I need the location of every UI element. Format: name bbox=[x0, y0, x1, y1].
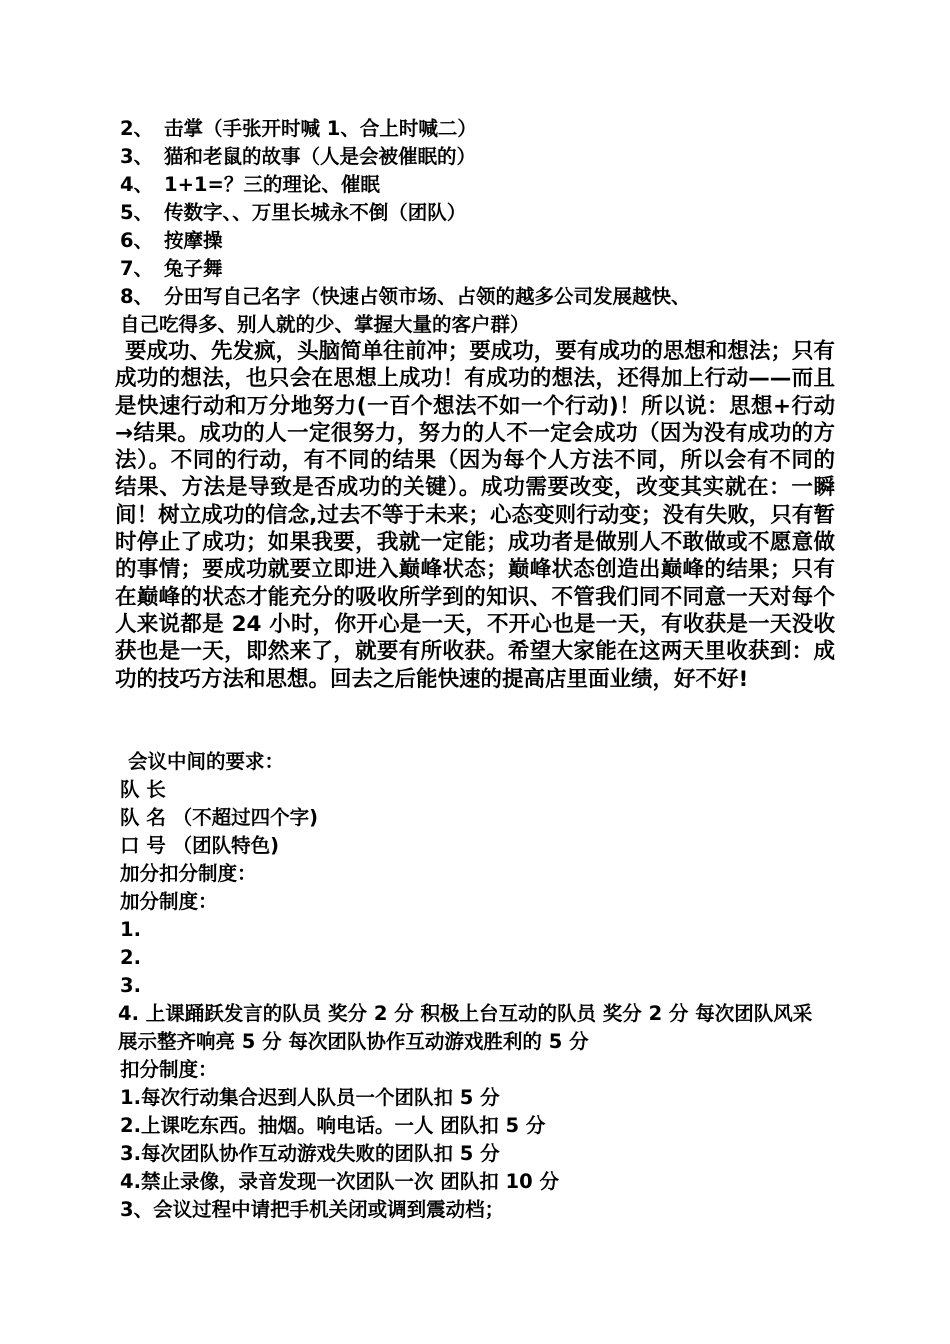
phone-rule: 3、会议过程中请把手机关闭或调到震动档； bbox=[120, 1198, 505, 1221]
bonus-item-4: 4. 上课踊跃发言的队员 奖分 2 分 积极上台互动的队员 奖分 2 分 每次团队风采展示整齐响亮 5 分 每次团队协作互动游戏胜利的 5 分 bbox=[118, 1002, 813, 1053]
list-text: 击掌（手张开时喊 1、合上时喊二） bbox=[164, 117, 477, 140]
list-item bbox=[120, 171, 380, 199]
list-number: 5、 bbox=[120, 201, 154, 224]
bonus-item: 2. bbox=[120, 946, 141, 969]
list-item bbox=[120, 143, 476, 171]
list-text: 按摩操 bbox=[164, 229, 223, 252]
bonus-item: 3. bbox=[120, 974, 141, 997]
penalty-item: 2.上课吃东西。抽烟。响电话。一人 团队扣 5 分 bbox=[120, 1114, 546, 1137]
list-number: 8、 bbox=[120, 285, 154, 308]
list-number: 2、 bbox=[120, 117, 154, 140]
list-text: 分田写自己名字（快速占领市场、占领的越多公司发展越快、 bbox=[164, 285, 691, 308]
meeting-heading: 会议中间的要求： bbox=[128, 750, 285, 773]
captain-line: 队 长 bbox=[120, 778, 166, 801]
penalty-heading: 扣分制度： bbox=[120, 1058, 218, 1081]
success-paragraph: 要成功、先发疯，头脑简单往前冲；要成功，要有成功的思想和想法；只有成功的想法，也只会在思想上成功！有成功的想法，还得加上行动——而且是快速行动和万分地努力(一百个想法不如一个行动)！所以说：思想+行动→结果。成功的人一定很努力，努力的人不一定会成功（因为没有成功的方法）。不同的行动，有不同的结果（因为每个人方法不同，所以会有不同的结果、方法是导致是否成功的关键）。成功需要改变，改变其实就在：一瞬间！树立成功的信念,过去不等于未来；心态变则行动变；没有失败，只有暂时停止了成功；如果我要，我就一定能；成功者是做别人不敢做或不愿意做的事情；要成功就要立即进入巅峰状态；巅峰状态创造出巅峰的结果；只有在巅峰的状态才能充分的吸收所学到的知识、不管我们同不同意一天对每个人来说都是 24 小时，你开心是一天，不开心也是一天，有收获是一天没收获也是一天，即然来了，就要有所收获。希望大家能在这两天里收获到：成功的技巧方法和思想。回去之后能快速的提高店里面业绩，好不好! bbox=[115, 339, 835, 692]
slogan-line: 口 号 （团队特色) bbox=[120, 834, 279, 857]
team-name-line: 队 名 （不超过四个字) bbox=[120, 806, 318, 829]
list-item bbox=[120, 283, 691, 311]
list-item-continuation: 自己吃得多、别人就的少、掌握大量的客户群） bbox=[120, 313, 530, 336]
bonus-heading: 加分制度： bbox=[120, 890, 218, 913]
list-number: 7、 bbox=[120, 257, 154, 280]
list-item bbox=[120, 115, 477, 143]
scoring-heading: 加分扣分制度： bbox=[120, 862, 257, 885]
list-text: 传数字、、万里长城永不倒（团队） bbox=[164, 201, 467, 224]
list-item bbox=[120, 199, 466, 227]
list-text: 1+1=？三的理论、催眠 bbox=[164, 173, 380, 196]
list-number: 3、 bbox=[120, 145, 154, 168]
list-number: 4、 bbox=[120, 173, 154, 196]
penalty-item: 4.禁止录像，录音发现一次团队一次 团队扣 10 分 bbox=[120, 1170, 559, 1193]
penalty-item: 3.每次团队协作互动游戏失败的团队扣 5 分 bbox=[120, 1142, 500, 1165]
list-number: 6、 bbox=[120, 229, 154, 252]
list-text: 兔子舞 bbox=[164, 257, 223, 280]
penalty-item: 1.每次行动集合迟到人队员一个团队扣 5 分 bbox=[120, 1086, 500, 1109]
bonus-item: 1. bbox=[120, 918, 141, 941]
list-text: 猫和老鼠的故事（人是会被催眠的） bbox=[164, 145, 477, 168]
list-item bbox=[120, 255, 223, 283]
list-item bbox=[120, 227, 223, 255]
